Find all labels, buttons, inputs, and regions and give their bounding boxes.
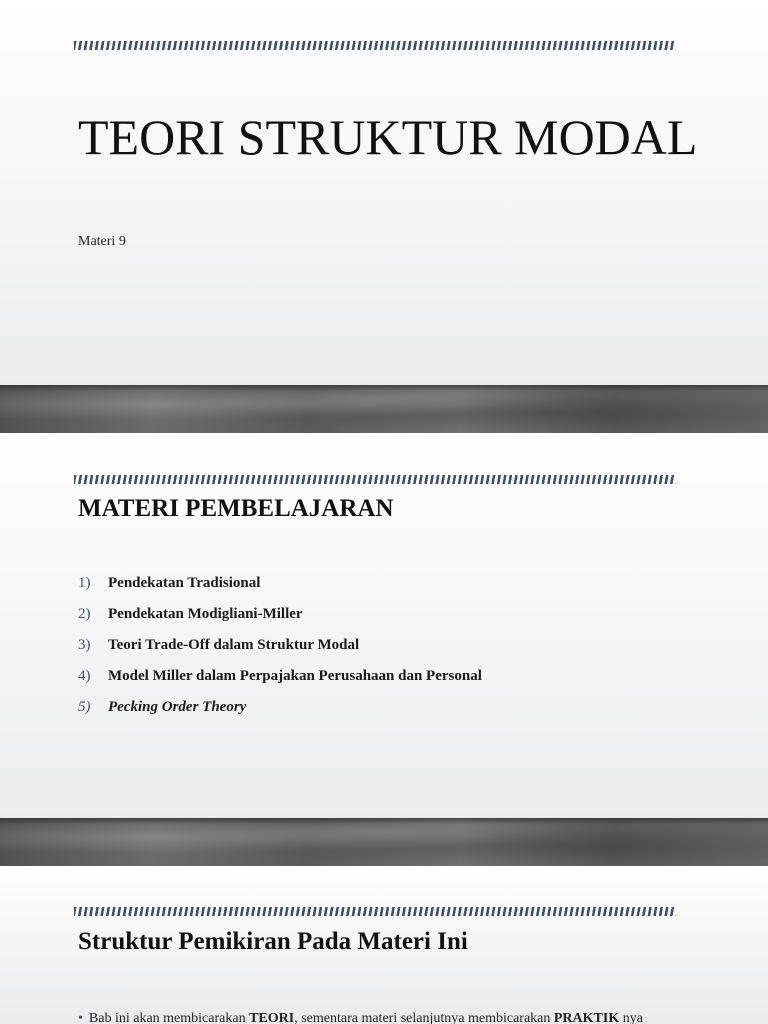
slide-materi — [0, 433, 768, 866]
list-text: Pendekatan Tradisional — [108, 575, 261, 591]
list-number: 3) — [78, 637, 91, 653]
slide-struktur-pemikiran — [0, 866, 768, 1024]
list-text: Pendekatan Modigliani-Miller — [108, 606, 303, 622]
list-text: Model Miller dalam Perpajakan Perusahaan dan Personal — [108, 668, 482, 684]
bullet-dot-icon: • — [78, 1011, 83, 1024]
bullet-bold-praktik: PRAKTIK — [553, 1011, 620, 1024]
bullet-text: , sementara materi selanjutnya membicarakan — [294, 1011, 554, 1024]
list-text: Teori Trade-Off dalam Struktur Modal — [108, 637, 360, 653]
list-number: 2) — [78, 606, 91, 622]
list-item — [78, 668, 482, 699]
bullet-text: nya — [619, 1011, 643, 1024]
decorative-stripe — [74, 475, 676, 484]
decorative-stripe — [74, 907, 676, 916]
bullet-paragraph — [78, 1011, 758, 1024]
list-item — [78, 637, 482, 668]
list-item — [78, 575, 482, 606]
slide-title-heading: TEORI STRUKTUR MODAL — [78, 109, 698, 165]
topic-list — [78, 575, 482, 730]
list-number: 5) — [78, 699, 91, 715]
concrete-texture-band — [0, 818, 768, 866]
slide-title — [0, 0, 768, 433]
bullet-text: Bab ini akan membicarakan — [88, 1011, 250, 1024]
slide-heading: Struktur Pemikiran Pada Materi Ini — [78, 928, 468, 955]
list-item — [78, 606, 482, 637]
concrete-texture-band — [0, 385, 768, 433]
slide-subtitle: Materi 9 — [78, 234, 126, 249]
list-text: Pecking Order Theory — [108, 699, 247, 715]
list-item — [78, 699, 482, 730]
slide-heading: MATERI PEMBELAJARAN — [78, 495, 394, 522]
list-number: 1) — [78, 575, 91, 591]
bullet-bold-teori: TEORI — [249, 1011, 295, 1024]
decorative-stripe — [74, 41, 676, 50]
list-number: 4) — [78, 668, 91, 684]
